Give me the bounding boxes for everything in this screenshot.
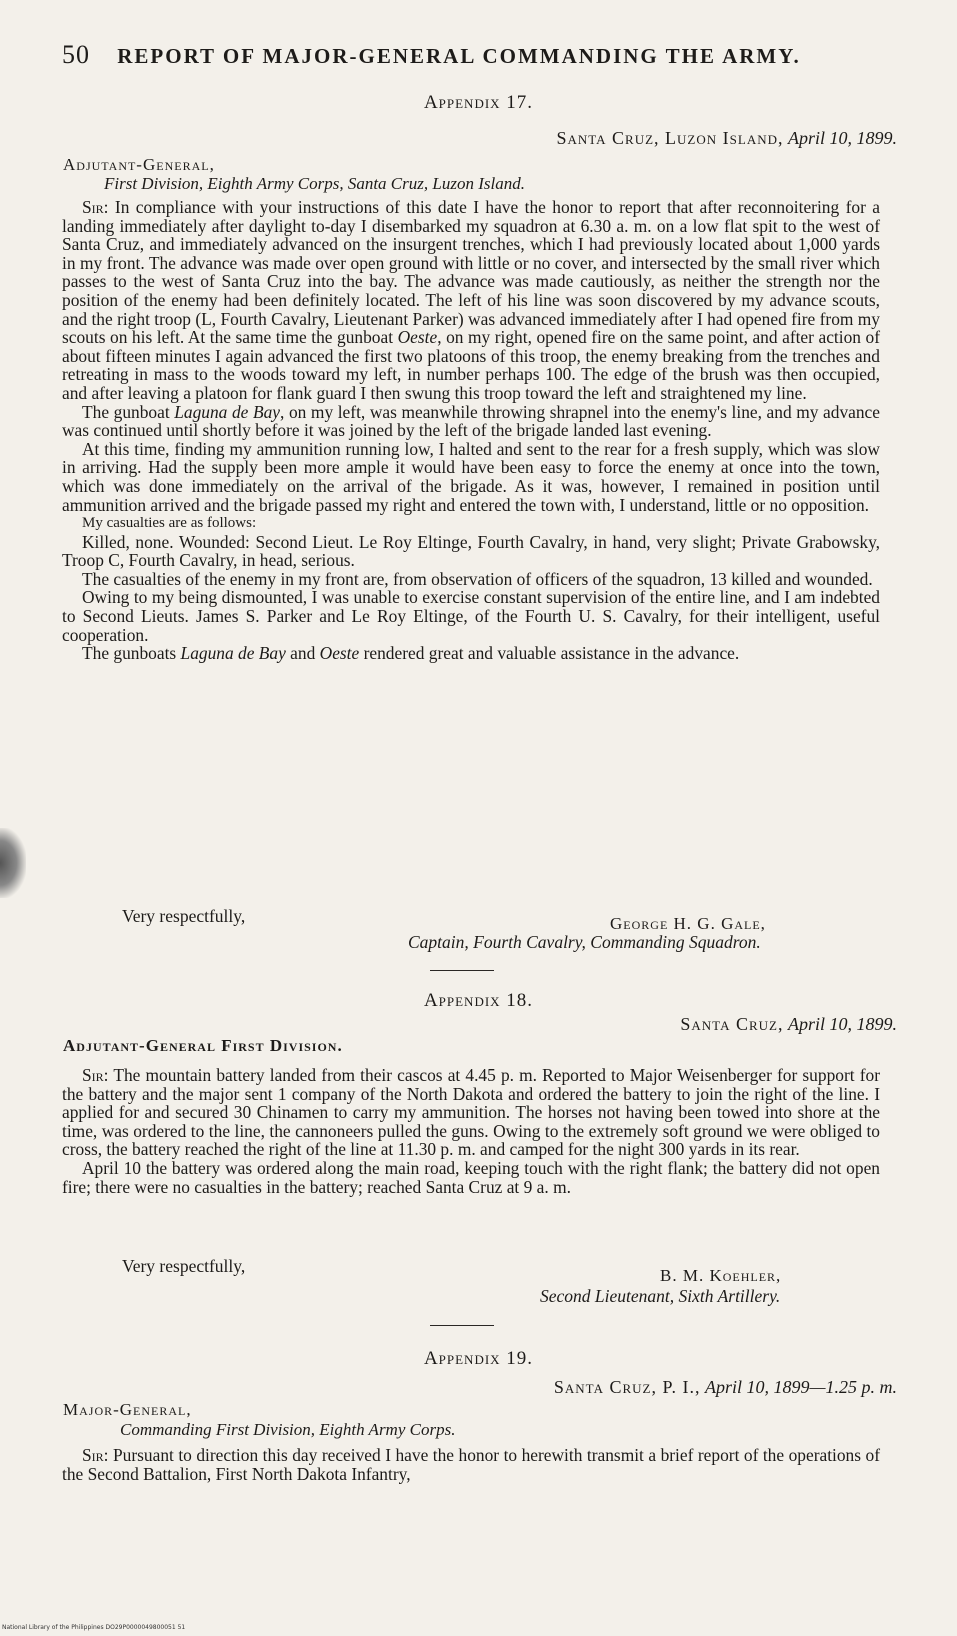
paragraph-text: The gunboat [82,401,175,422]
vessel-name: Oeste [319,643,360,664]
salutation: Sir [82,1445,104,1465]
salutation: Sir [82,1065,104,1085]
appendix-18-dateline [680,1014,897,1035]
appendix-17-heading: Appendix 17. [423,92,534,113]
library-stamp: National Library of the Philippines DO29P0000049800051 51 [2,1624,186,1631]
appendix-17-addressee-detail: First Division, Eighth Army Corps, Santa Cruz, Luzon Island. [104,174,525,193]
appendix-18-addressee: Adjutant-General First Division. [63,1036,343,1055]
appendix-17-paragraph: My casualties are as follows: [82,515,257,532]
paragraph-text: , on my left, was meanwhile throwing shrapnel into the enemy's line, and my advance was continued until shortly before it was joined by the left of the brigade landed last evening. [62,401,880,441]
page-edge-shadow [0,828,26,898]
appendix-17-paragraph [62,198,880,403]
appendix-19-place: Santa Cruz, P. I., [553,1377,701,1397]
appendix-17-signer: George H. G. Gale, [610,914,766,933]
appendix-19-dateline [554,1377,897,1398]
appendix-17-paragraph: Owing to my being dismounted, I was unable to exercise constant supervision of the entire line, and I am indebted to Second Lieuts. James S. Parker and Le Roy Eltinge, of the Fourth U. S. Cavalry, for their intelligent, useful cooperation. [62,587,880,645]
section-divider [430,1325,494,1326]
appendix-18-body [62,1066,880,1196]
appendix-18-closing: Very respectfully, [122,1256,246,1276]
appendix-17-signer-title: Captain, Fourth Cavalry, Commanding Squadron. [408,932,761,952]
running-head [62,40,902,70]
appendix-18-paragraph: April 10 the battery was ordered along the main road, keeping touch with the right flank; the battery did not open fire; there were no casualties in the battery; reached Santa Cruz at 9 a. m. [62,1157,880,1197]
vessel-name: Laguna de Bay [180,643,286,664]
appendix-18-place: Santa Cruz, [680,1014,784,1034]
paragraph-text: : In compliance with your instructions of this date I have the honor to report [103,197,661,217]
appendix-19-date: April 10, 1899—1.25 p. m. [704,1377,897,1397]
appendix-18-heading: Appendix 18. [423,990,534,1011]
appendix-17-addressee: Adjutant-General, [63,155,215,174]
vessel-name: Laguna de Bay [174,401,281,422]
appendix-17-closing: Very respectfully, [122,906,246,926]
paragraph-text: and [285,643,320,664]
running-title: REPORT OF MAJOR-GENERAL COMMANDING THE ARMY. [117,44,801,68]
appendix-17-paragraph [62,644,880,663]
paragraph-text: : Pursuant to direction this day received I have the honor to herewith transmit a brief report of the operations of the Second Battalion, First North Dakota Infantry, [62,1445,880,1484]
appendix-17-paragraph [62,403,880,440]
salutation: Sir [82,197,104,217]
appendix-18-date: April 10, 1899. [787,1014,897,1034]
appendix-18-signer: B. M. Koehler, [660,1266,782,1285]
appendix-18-signer-title: Second Lieutenant, Sixth Artillery. [540,1286,781,1306]
vessel-name: Oeste [397,327,438,348]
appendix-19-addressee: Major-General, [63,1400,192,1419]
paragraph-text: : The mountain battery landed from their cascos at 4.45 p. m. Reported to Major Weisenberger for support for the battery and the major sent 1 company of the North Dakota and ordered the battery to join the right of the line. I applied for and secured 30 Chinamen to carry my ammunition. The horses not having been towed into shore at the time, was ordered to the line, the cannoneers pulled the guns. Owing to the extremely soft ground we were obliged to cross, the battery reached the right of the line at 11.30 p. m. and camped for the night 300 yards in its rear. [62,1065,880,1160]
page-number: 50 [62,40,90,69]
section-divider [430,970,494,971]
paragraph-text: that after reconnoitering for a landing immediately after daylight to-day I disembarked my squadron at 6.30 a. m. on a low flat spit to the west of Santa Cruz, and immediately advanced on the insurgent trenches, which I had previously located about 1,000 yards in my front. The advance was made over open ground with little or no cover, and intersected by the small river which passes to the west of Santa Cruz into the bay. The advance was made cautiously, as neither the strength nor the position of the enemy had been definitely located. The left of his line was soon discovered by my advance scouts, and the right troop (L, Fourth Cavalry, Lieutenant Parker) was advanced immediately after I had opened fire from my scouts on his left. At the same time the gunboat [62,197,880,348]
appendix-17-paragraph: At this time, finding my ammunition running low, I halted and sent to the rear for a fresh supply, which was slow in arriving. Had the supply been more ample it would have been easy to force the enemy at once into the town, which was done immediately on the arrival of the brigade. As it was, however, I remained in position until ammunition arrived and the brigade passed my right and entered the town with, I understand, little or no opposition. [62,438,880,515]
appendix-17-dateline [556,128,897,149]
paragraph-text: The gunboats [82,643,181,664]
appendix-18-paragraph [62,1066,880,1159]
appendix-17-paragraph: The casualties of the enemy in my front are, from observation of officers of the squadron, 13 killed and wounded. [82,568,873,589]
appendix-19-addressee-detail: Commanding First Division, Eighth Army Corps. [120,1420,456,1439]
paragraph-text: , on my right, opened fire on the same point, and after action of about fifteen minutes I again advanced the first two platoons of this troop, the enemy breaking from the trenches and retreating in mass to the woods toward my left, in number perhaps 100. The edge of the brush was then occupied, and after leaving a platoon for flank guard I then swung this troop toward the left and straightened my line. [62,327,880,403]
appendix-17-place: Santa Cruz, Luzon Island, [556,128,784,148]
appendix-17-date: April 10, 1899. [787,128,897,148]
appendix-19-heading: Appendix 19. [423,1348,534,1369]
paragraph-text: rendered great and valuable assistance in the advance. [359,643,740,664]
appendix-17-paragraph: Killed, none. Wounded: Second Lieut. Le Roy Eltinge, Fourth Cavalry, in hand, very slight; Private Grabowsky, Troop C, Fourth Cavalry, in head, serious. [62,531,880,571]
appendix-19-paragraph [62,1446,880,1483]
appendix-19-body [62,1446,880,1483]
appendix-17-body [62,198,880,663]
